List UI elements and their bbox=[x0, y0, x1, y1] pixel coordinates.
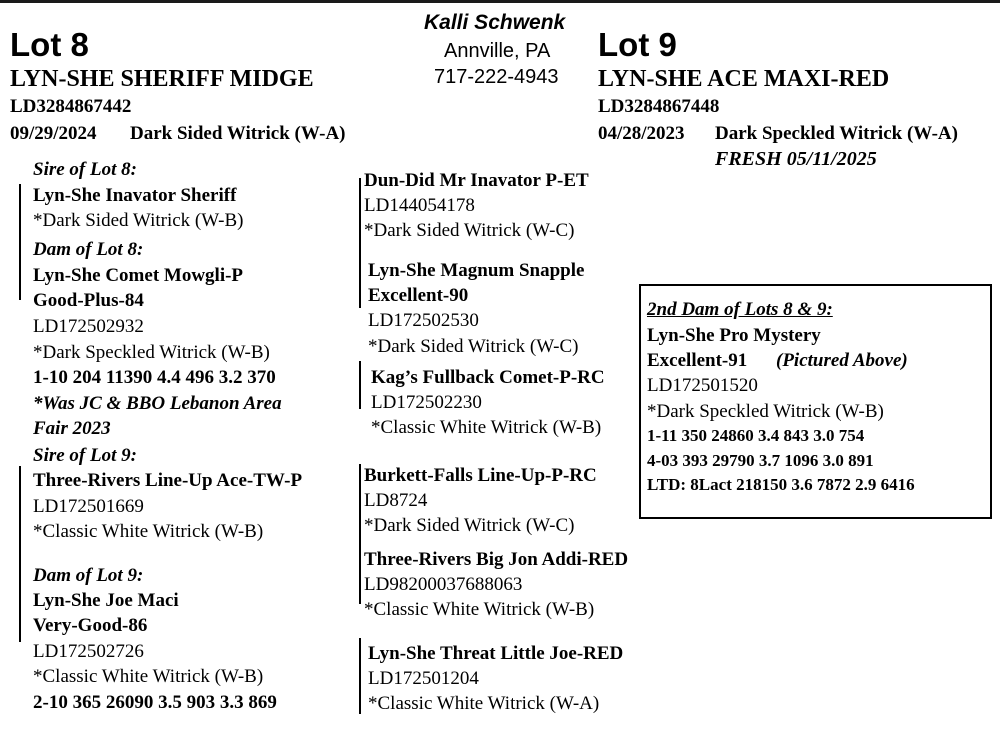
lot8-dam-label: Dam of Lot 8: bbox=[33, 239, 144, 260]
dam-sire-type: *Classic White Witrick (W-B) bbox=[371, 417, 602, 438]
second-dam-pictured-note: (Pictured Above) bbox=[776, 350, 908, 371]
granddam-name: Lyn-She Magnum Snapple bbox=[368, 260, 585, 281]
consignor-city: Annville, PA bbox=[444, 40, 551, 62]
lot9-granddam-name: Three-Rivers Big Jon Addi-RED bbox=[364, 549, 629, 570]
lot9-reg: LD3284867448 bbox=[598, 96, 720, 117]
consignor-phone: 717-222-4943 bbox=[434, 66, 559, 88]
second-dam-name: Lyn-She Pro Mystery bbox=[647, 325, 821, 346]
grandsire-type: *Dark Sided Witrick (W-C) bbox=[364, 220, 575, 241]
top-border bbox=[0, 0, 1000, 3]
lot9-grandsire-name: Burkett-Falls Line-Up-P-RC bbox=[364, 465, 597, 486]
lot9-dam-record: 2-10 365 26090 3.5 903 3.3 869 bbox=[33, 692, 277, 713]
lot9-dam-name: Lyn-She Joe Maci bbox=[33, 590, 179, 611]
lot9-grandsire-type: *Dark Sided Witrick (W-C) bbox=[364, 515, 575, 536]
dam-sire-name: Kag’s Fullback Comet-P-RC bbox=[371, 367, 605, 388]
lot9-sire-type: *Classic White Witrick (W-B) bbox=[33, 521, 264, 542]
lot8-dam-name: Lyn-She Comet Mowgli-P bbox=[33, 265, 244, 286]
lot8-birthdate: 09/29/2024 bbox=[10, 123, 97, 144]
lot8-dam-type: *Dark Speckled Witrick (W-B) bbox=[33, 342, 270, 363]
grandsire-reg: LD144054178 bbox=[364, 195, 475, 216]
dam-sire-reg: LD172502230 bbox=[371, 392, 482, 413]
lot8-dam-note-continued: Fair 2023 bbox=[33, 418, 111, 439]
lot9-fresh-date: FRESH 05/11/2025 bbox=[715, 148, 877, 170]
lot8-sire-label: Sire of Lot 8: bbox=[33, 159, 137, 180]
lot8-reg: LD3284867442 bbox=[10, 96, 132, 117]
granddam-score: Excellent-90 bbox=[368, 285, 469, 306]
lot9-granddam-reg: LD98200037688063 bbox=[364, 574, 523, 595]
lot8-sire-type: *Dark Sided Witrick (W-B) bbox=[33, 210, 244, 231]
lot8-breed: Dark Sided Witrick (W-A) bbox=[130, 123, 346, 144]
lot8-dam-reg: LD172502932 bbox=[33, 316, 144, 337]
consignor-name: Kalli Schwenk bbox=[424, 11, 566, 34]
lot9-breed: Dark Speckled Witrick (W-A) bbox=[715, 123, 958, 144]
second-dam-record-2: 4-03 393 29790 3.7 1096 3.0 891 bbox=[647, 451, 874, 470]
second-dam-score: Excellent-91 bbox=[647, 350, 748, 371]
second-dam-record-1: 1-11 350 24860 3.4 843 3.0 754 bbox=[647, 426, 865, 445]
lot9-dam-sire-name: Lyn-She Threat Little Joe-RED bbox=[368, 643, 624, 664]
pedigree-bracket-lot9-sire bbox=[359, 464, 361, 604]
pedigree-bracket-lot9 bbox=[19, 466, 21, 642]
lot9-sire-reg: LD172501669 bbox=[33, 496, 144, 517]
lot9-number: Lot 9 bbox=[598, 26, 677, 63]
lot9-sire-label: Sire of Lot 9: bbox=[33, 445, 137, 466]
lot9-dam-reg: LD172502726 bbox=[33, 641, 144, 662]
lot9-birthdate: 04/28/2023 bbox=[598, 123, 685, 144]
lot8-sire-name: Lyn-She Inavator Sheriff bbox=[33, 185, 237, 206]
lot9-dam-type: *Classic White Witrick (W-B) bbox=[33, 666, 264, 687]
lot8-dam-record: 1-10 204 11390 4.4 496 3.2 370 bbox=[33, 367, 276, 388]
pedigree-bracket-lot8 bbox=[19, 184, 21, 300]
second-dam-type: *Dark Speckled Witrick (W-B) bbox=[647, 401, 884, 422]
granddam-type: *Dark Sided Witrick (W-C) bbox=[368, 336, 579, 357]
pedigree-bracket-sire-side bbox=[359, 178, 361, 308]
lot9-dam-sire-reg: LD172501204 bbox=[368, 668, 479, 689]
second-dam-label: 2nd Dam of Lots 8 & 9: bbox=[647, 299, 833, 320]
second-dam-reg: LD172501520 bbox=[647, 375, 758, 396]
pedigree-bracket-lot9-dam-sire bbox=[359, 638, 361, 714]
lot9-dam-sire-type: *Classic White Witrick (W-A) bbox=[368, 693, 600, 714]
lot9-name: LYN-SHE ACE MAXI-RED bbox=[598, 66, 890, 92]
grandsire-name: Dun-Did Mr Inavator P-ET bbox=[364, 170, 589, 191]
granddam-reg: LD172502530 bbox=[368, 310, 479, 331]
lot9-granddam-type: *Classic White Witrick (W-B) bbox=[364, 599, 595, 620]
lot9-dam-score: Very-Good-86 bbox=[33, 615, 148, 636]
lot8-dam-score: Good-Plus-84 bbox=[33, 290, 144, 311]
lot8-dam-note: *Was JC & BBO Lebanon Area bbox=[33, 393, 282, 414]
lot9-dam-label: Dam of Lot 9: bbox=[33, 565, 144, 586]
pedigree-bracket-dam-sire bbox=[359, 361, 361, 409]
lot8-number: Lot 8 bbox=[10, 26, 89, 63]
lot8-name: LYN-SHE SHERIFF MIDGE bbox=[10, 66, 314, 92]
lot9-sire-name: Three-Rivers Line-Up Ace-TW-P bbox=[33, 470, 303, 491]
lot9-grandsire-reg: LD8724 bbox=[364, 490, 428, 511]
second-dam-lifetime-record: LTD: 8Lact 218150 3.6 7872 2.9 6416 bbox=[647, 475, 915, 494]
